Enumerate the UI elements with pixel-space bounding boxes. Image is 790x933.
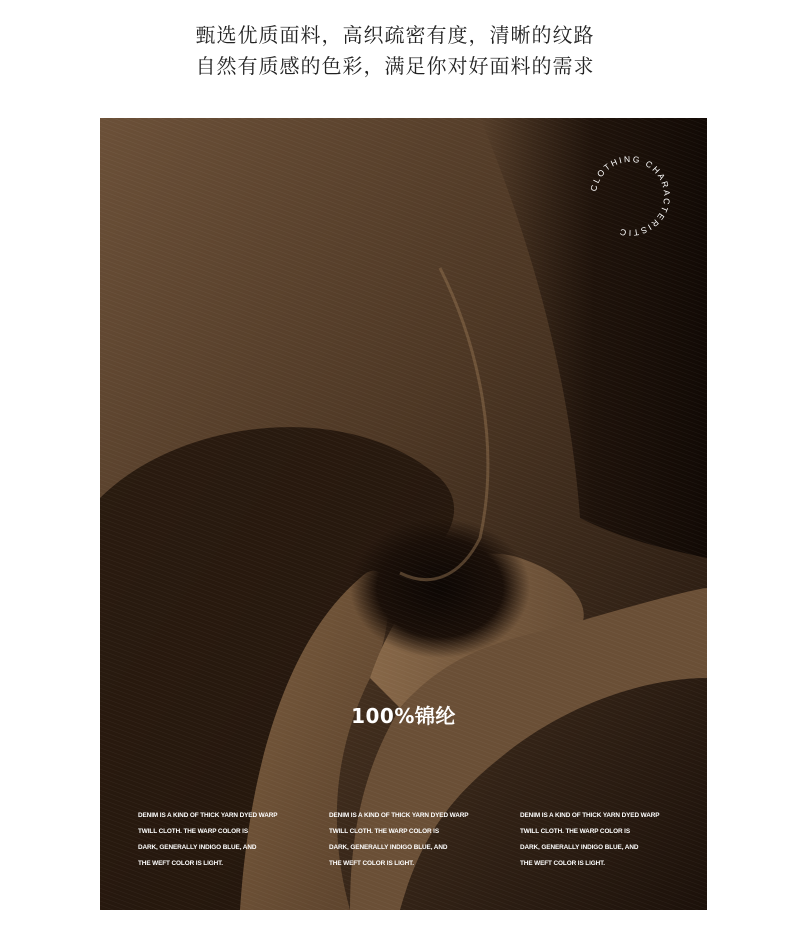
caption-1-line-2: TWILL CLOTH. THE WARP COLOR IS — [138, 828, 249, 835]
fabric-photo — [100, 118, 707, 910]
caption-3 — [520, 808, 690, 872]
caption-3-line-1: DENIM IS A KIND OF THICK YARN DYED WARP — [520, 812, 660, 819]
caption-1 — [138, 808, 308, 872]
headline — [0, 20, 790, 82]
badge-text: CLOTHING CHARACTERISTIC — [588, 153, 673, 239]
caption-3-line-3: DARK, GENERALLY INDIGO BLUE, AND — [520, 844, 639, 851]
caption-2-line-3: DARK, GENERALLY INDIGO BLUE, AND — [329, 844, 448, 851]
caption-1-line-1: DENIM IS A KIND OF THICK YARN DYED WARP — [138, 812, 278, 819]
caption-1-line-4: THE WEFT COLOR IS LIGHT. — [138, 860, 223, 867]
caption-3-line-2: TWILL CLOTH. THE WARP COLOR IS — [520, 828, 631, 835]
caption-1-line-3: DARK, GENERALLY INDIGO BLUE, AND — [138, 844, 257, 851]
caption-2-line-1: DENIM IS A KIND OF THICK YARN DYED WARP — [329, 812, 469, 819]
svg-text:CLOTHING CHARACTERISTIC — [588, 154, 672, 238]
caption-2 — [329, 808, 499, 872]
caption-3-line-4: THE WEFT COLOR IS LIGHT. — [520, 860, 605, 867]
circular-text-icon — [582, 148, 678, 244]
caption-2-line-4: THE WEFT COLOR IS LIGHT. — [329, 860, 414, 867]
clothing-characteristic-badge — [582, 148, 678, 244]
material-label: 100%锦纶 — [351, 704, 456, 728]
headline-line-2: 自然有质感的色彩，满足你对好面料的需求 — [195, 54, 595, 78]
caption-2-line-2: TWILL CLOTH. THE WARP COLOR IS — [329, 828, 440, 835]
headline-line-1: 甄选优质面料，高织疏密有度，清晰的纹路 — [195, 23, 595, 47]
